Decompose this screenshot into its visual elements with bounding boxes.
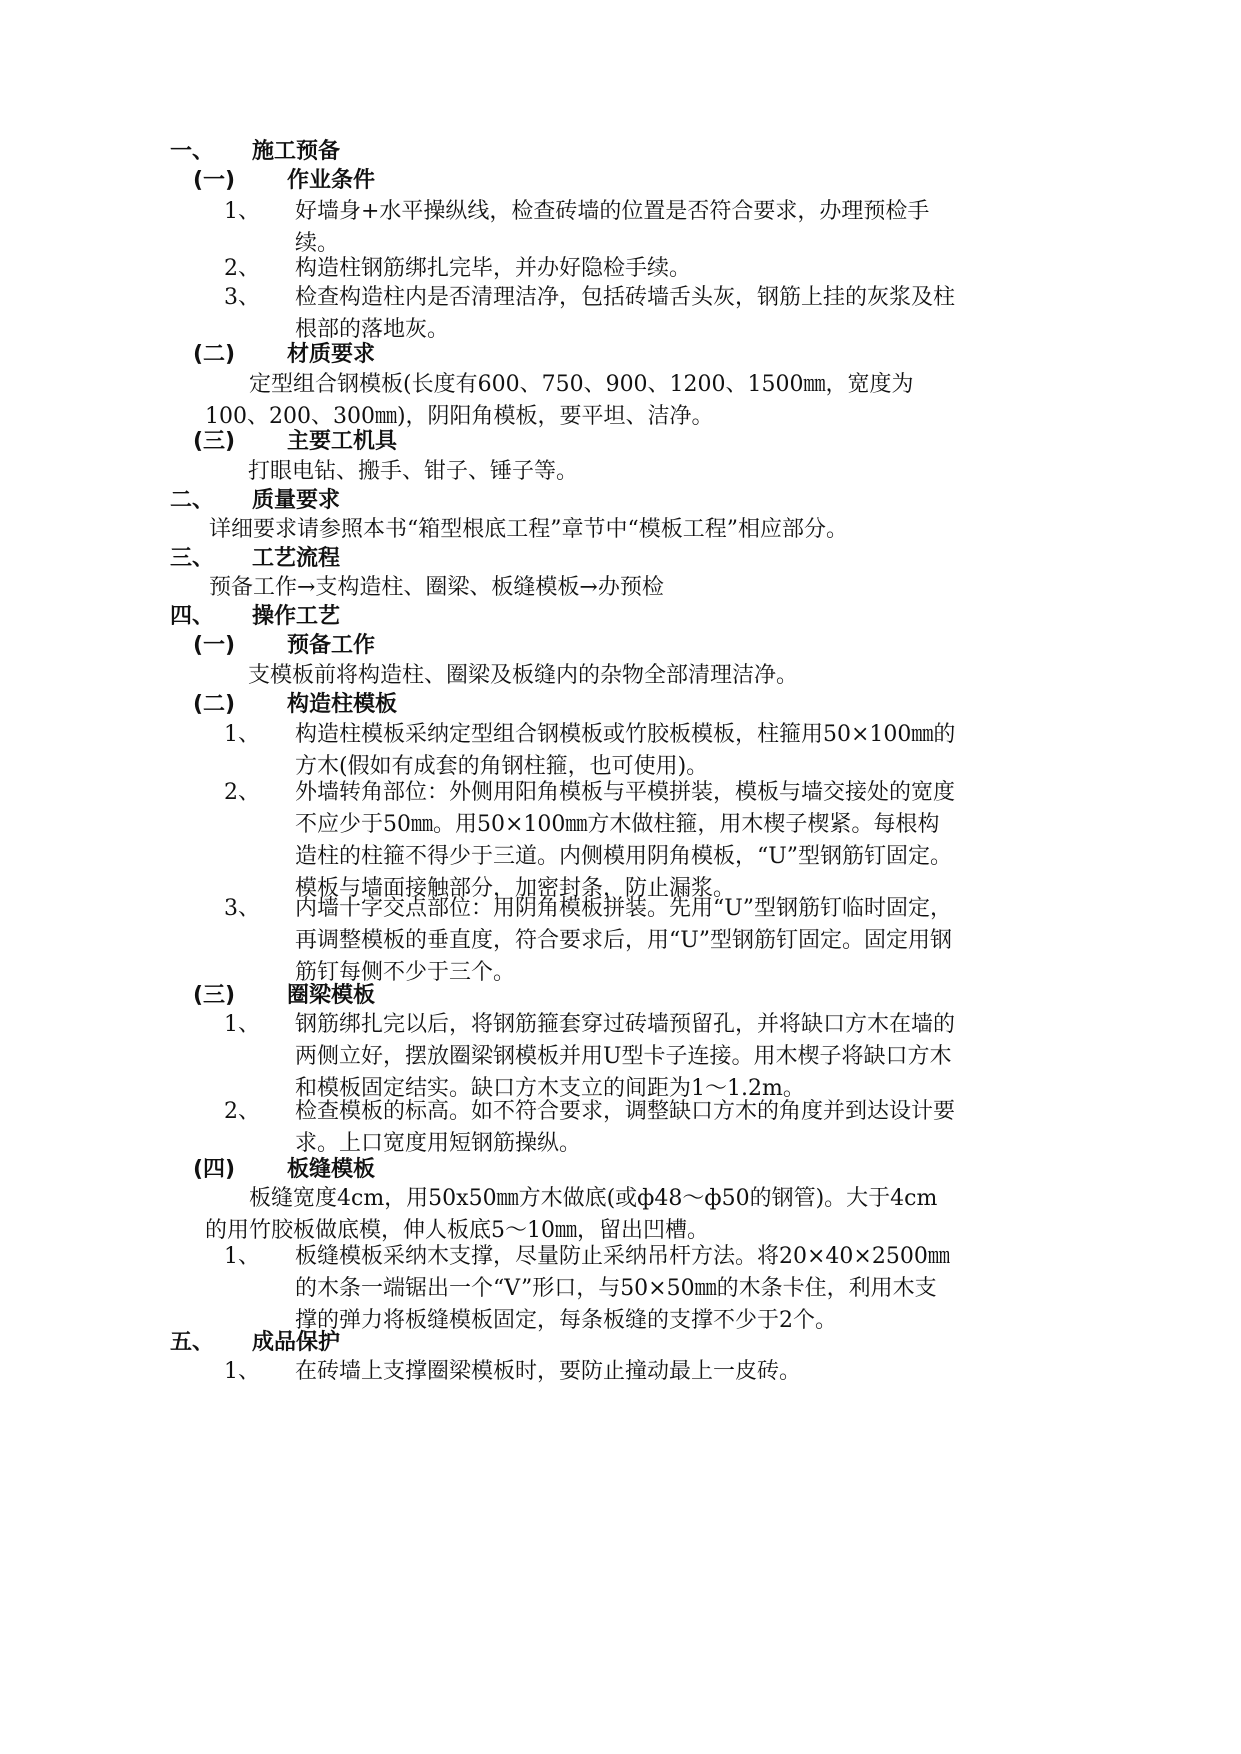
item-text: 检查模板的标高。如不符合要求，调整缺口方木的角度并到达设计要求。上口宽度用短钢筋操纵。 xyxy=(295,1099,956,1156)
item-text: 检查构造柱内是否清理洁净，包括砖墙舌头灰，钢筋上挂的灰浆及柱根部的落地灰。 xyxy=(295,285,956,342)
subsection-title: 材质要求 xyxy=(287,342,376,367)
paragraph: 定型组合钢模板(长度有600、750、900、1200、1500㎜，宽度为100、200、300㎜)，阴阳角模板，要平坦、洁净。 xyxy=(205,372,914,429)
section-title: 施工预备 xyxy=(252,139,341,164)
item-text: 构造柱模板采纳定型组合钢模板或竹胶板模板，柱箍用50×100㎜的方木(假如有成套的角钢柱箍，也可使用)。 xyxy=(295,722,956,779)
subsection-number: (三) xyxy=(193,429,236,454)
paragraph: 详细要求请参照本书“箱型根底工程”章节中“模板工程”相应部分。 xyxy=(209,517,848,542)
item-text: 外墙转角部位：外侧用阳角模板与平模拼装，模板与墙交接处的宽度不应少于50㎜。用50×100㎜方木做柱箍，用木楔子楔紧。每根构造柱的柱箍不得少于三道。内侧模用阴角模板，“U”型钢筋钉固定。模板与墙面接触部分，加密封条，防止漏浆。 xyxy=(295,780,956,901)
item-text: 钢筋绑扎完以后，将钢筋箍套穿过砖墙预留孔，并将缺口方木在墙的两侧立好，摆放圈梁钢模板并用U型卡子连接。用木楔子将缺口方木和模板固定结实。缺口方木支立的间距为1～1.2m。 xyxy=(295,1012,956,1101)
item-number: 3、 xyxy=(224,285,260,310)
item-text: 构造柱钢筋绑扎完毕，并办好隐检手续。 xyxy=(295,256,692,281)
item-text: 内墙十字交点部位：用阴角模板拼装。先用“U”型钢筋钉临时固定，再调整模板的垂直度，符合要求后，用“U”型钢筋钉固定。固定用钢筋钉每侧不少于三个。 xyxy=(295,896,953,985)
paragraph: 预备工作→支构造柱、圈梁、板缝模板→办预检 xyxy=(209,575,664,600)
section-number: 五、 xyxy=(170,1330,215,1355)
subsection-title: 主要工机具 xyxy=(287,429,398,454)
paragraph: 板缝宽度4cm，用50x50㎜方木做底(或ф48～ф50的钢管)。大于4cm的用竹胶板做底模，伸人板底5～10㎜，留出凹槽。 xyxy=(205,1186,938,1243)
item-text: 在砖墙上支撑圈梁模板时，要防止撞动最上一皮砖。 xyxy=(295,1359,802,1384)
subsection-title: 预备工作 xyxy=(287,633,376,658)
subsection-title: 板缝模板 xyxy=(287,1157,376,1182)
section-title: 成品保护 xyxy=(252,1330,341,1355)
section-number: 四、 xyxy=(170,604,215,629)
section-title: 操作工艺 xyxy=(252,604,341,629)
subsection-title: 作业条件 xyxy=(287,168,376,193)
section-number: 二、 xyxy=(170,488,215,513)
item-number: 1、 xyxy=(224,722,260,747)
subsection-title: 构造柱模板 xyxy=(287,692,398,717)
paragraph: 支模板前将构造柱、圈梁及板缝内的杂物全部清理洁净。 xyxy=(248,663,799,688)
section-number: 一、 xyxy=(170,139,215,164)
item-text: 好墙身+水平操纵线，检查砖墙的位置是否符合要求，办理预检手续。 xyxy=(295,199,930,256)
section-title: 工艺流程 xyxy=(252,546,341,571)
subsection-number: (一) xyxy=(193,168,236,193)
subsection-number: (二) xyxy=(193,692,236,717)
item-text: 板缝模板采纳木支撑，尽量防止采纳吊杆方法。将20×40×2500㎜的木条一端锯出一个“V”形口，与50×50㎜的木条卡住，利用木支撑的弹力将板缝模板固定，每条板缝的支撑不少于2个。 xyxy=(295,1244,950,1333)
item-number: 3、 xyxy=(224,896,260,921)
item-number: 1、 xyxy=(224,1359,260,1384)
item-number: 1、 xyxy=(224,1012,260,1037)
paragraph: 打眼电钻、搬手、钳子、锤子等。 xyxy=(248,459,579,484)
item-number: 2、 xyxy=(224,256,260,281)
item-number: 1、 xyxy=(224,1244,260,1269)
subsection-number: (四) xyxy=(193,1157,236,1182)
subsection-title: 圈梁模板 xyxy=(287,983,376,1008)
item-number: 2、 xyxy=(224,1099,260,1124)
section-number: 三、 xyxy=(170,546,215,571)
section-title: 质量要求 xyxy=(252,488,341,513)
subsection-number: (三) xyxy=(193,983,236,1008)
item-number: 1、 xyxy=(224,199,260,224)
subsection-number: (一) xyxy=(193,633,236,658)
subsection-number: (二) xyxy=(193,342,236,367)
item-number: 2、 xyxy=(224,780,260,805)
